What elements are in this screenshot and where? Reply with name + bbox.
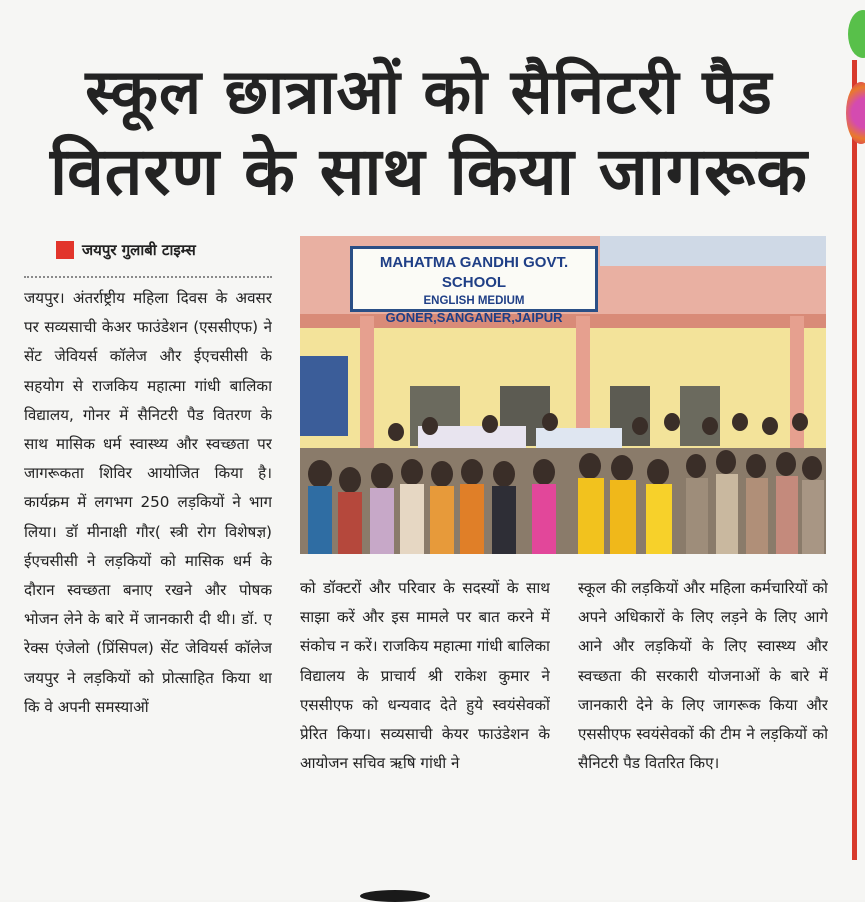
byline	[56, 240, 196, 260]
school-name-sign	[350, 246, 598, 325]
article-column-2: को डॉक्टरों और परिवार के सदस्यों के साथ साझा करें और इस मामले पर बात करने में संकोच न करें। राजकिय महात्मा गांधी बालिका विद्यालय के प्राचार्य श्री राकेश कुमार ने एससीएफ को धन्यवाद देते हुये स्वयंसेवकों प्रेरित किया। सव्यसाची केयर फाउंडेशन के आयोजन सचिव ऋषि गांधी ने	[300, 579, 550, 773]
sign-line-3: GONER,SANGANER,JAIPUR	[385, 310, 563, 325]
bottom-shadow-mark	[360, 890, 430, 902]
headline	[20, 52, 838, 212]
green-overlay-button-icon[interactable]	[848, 10, 865, 58]
sign-line-2: ENGLISH MEDIUM	[423, 295, 525, 307]
article-column-1: जयपुर। अंतर्राष्ट्रीय महिला दिवस के अवसर पर सव्यसाची केअर फाउंडेशन (एससीएफ) ने सेंट जेवियर्स कॉलेज और ईएचसीसी के सहयोग से राजकिय महात्मा गांधी बालिका विद्यालय, गोनर में सैनिटरी पैड वितरण के साथ मासिक धर्म स्वास्थ्य और स्वच्छता पर जागरूकता शिविर आयोजित किया है। कार्यक्रम में लगभग 250 लड़कियों ने भाग लिया। डॉ मीनाक्षी गौर( स्त्री रोग विशेषज्ञ) ईएचसीसी ने लड़कियों को मासिक धर्म के दौरान स्वच्छता बनाए रखने और पोषक भोजन लेने के बारे में जानकारी दी थी। डॉ. ए रेक्स एंजेलो (प्रिंसिपल) सेंट जेवियर्स कॉलेज जयपुर ने लड़कियों को प्रोत्साहित किया था कि वे अपनी समस्याओं	[24, 289, 272, 716]
dotted-divider	[24, 276, 272, 278]
byline-source: जयपुर गुलाबी टाइम्स	[82, 241, 196, 259]
headline-line-1: स्कूल छात्राओं को सैनिटरी पैड	[85, 55, 773, 128]
headline-line-2: वितरण के साथ किया जागरूक	[50, 133, 808, 210]
red-square-icon	[56, 241, 74, 259]
news-photo	[300, 236, 826, 554]
page-edge-red-rule	[852, 60, 857, 860]
article-column-3: स्कूल की लड़कियों और महिला कर्मचारियों को अपने अधिकारों के लिए लड़ने के लिए आगे आने और लड़कियों के लिए स्वास्थ्य और स्वच्छता की सरकारी योजनाओं के बारे में जानकारी देने के लिए जागरूक किया और एससीएफ स्वयंसेवकों की टीम ने लड़कियों को सैनिटरी पैड वितरित किए।	[578, 579, 828, 773]
sign-line-1: MAHATMA GANDHI GOVT. SCHOOL	[379, 254, 569, 291]
instagram-icon[interactable]	[846, 82, 865, 144]
